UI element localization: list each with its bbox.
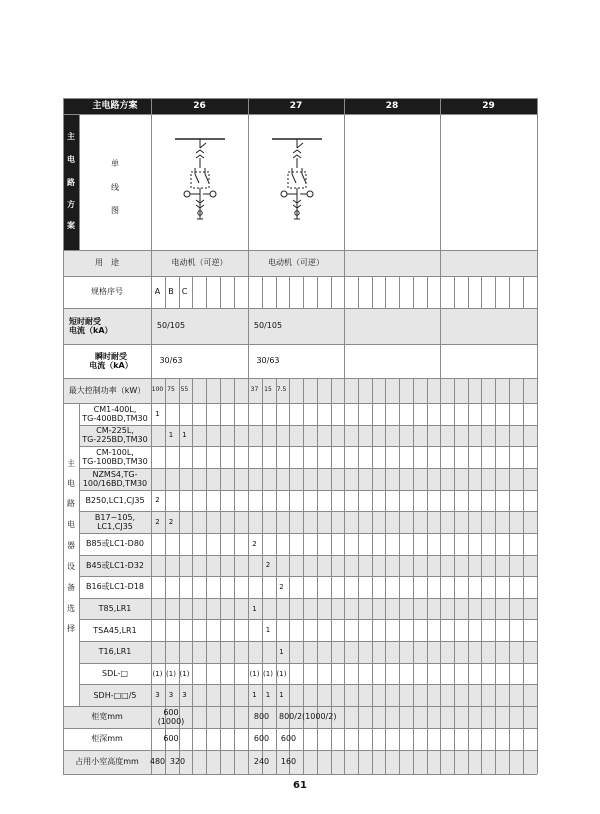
width-27-b: 800/2(1000/2)	[279, 712, 337, 722]
equipment-value: 3	[155, 691, 160, 700]
grid-line	[262, 276, 263, 308]
equipment-value	[275, 425, 288, 447]
grid-line	[63, 774, 537, 775]
usage-27: 电动机（可逆）	[268, 258, 324, 268]
usage-label: 用 途	[95, 258, 119, 268]
equipment-name: T85,LR1	[98, 604, 132, 613]
grid-line	[509, 276, 510, 308]
equipment-value: (1)	[166, 669, 176, 678]
equipment-value	[164, 446, 178, 468]
grid-line	[427, 378, 428, 774]
spec-letter-b: B	[168, 287, 174, 297]
equipment-value	[151, 576, 164, 598]
main-circuit-char-1: 主	[67, 132, 75, 141]
grid-line	[63, 308, 537, 309]
power-27-a: 37	[250, 386, 259, 394]
height-label: 占用小室高度mm	[75, 757, 139, 767]
short-time-26: 50/105	[156, 321, 186, 331]
spec-label: 规格序号	[91, 287, 123, 297]
equipment-value: 1	[279, 691, 284, 700]
power-26-b: 75	[167, 386, 175, 394]
depth-27-a: 600	[253, 734, 270, 744]
height-27-a: 240	[253, 757, 270, 767]
equipment-value	[178, 576, 191, 598]
power-26-a: 100	[151, 386, 164, 394]
grid-line	[317, 276, 318, 308]
equipment-value	[261, 425, 275, 447]
equipment-value: 3	[168, 691, 174, 700]
equipment-name: NZMS4,TG- 100/16BD,TM30	[82, 469, 148, 488]
equipment-value	[261, 598, 275, 620]
equipment-value	[248, 490, 261, 512]
peak-26: 30/63	[159, 356, 183, 366]
equipment-value	[178, 619, 191, 641]
equipment-name: SDH-□□/5	[93, 690, 137, 700]
equipment-value: 1	[252, 604, 257, 613]
equipment-value	[164, 490, 178, 512]
equipment-name: B16或LC1-D18	[85, 582, 145, 592]
equipment-value	[178, 403, 191, 425]
equipment-name: TSA45,LR1	[93, 625, 137, 635]
grid-line	[303, 276, 304, 308]
width-26: 600 (1000)	[157, 707, 185, 726]
scheme-26-header: 26	[193, 100, 206, 111]
equipment-value: 1	[252, 691, 257, 700]
main-circuit-char-3: 路	[67, 178, 75, 187]
equipment-value	[275, 619, 288, 641]
equipment-value	[164, 533, 178, 555]
short-time-label: 短时耐受 电流（kA）	[69, 316, 113, 335]
equipment-char-2: 电	[67, 479, 75, 488]
equipment-value	[164, 468, 178, 490]
power-27-c: 7.5	[276, 386, 287, 394]
equipment-value	[261, 446, 275, 468]
grid-line	[440, 98, 441, 774]
equipment-value	[248, 576, 261, 598]
equipment-value	[275, 555, 288, 577]
single-line-char-2: 线	[111, 183, 119, 192]
equipment-value	[248, 425, 261, 447]
grid-line	[276, 276, 277, 308]
equipment-value: 1	[155, 409, 160, 418]
equipment-char-5: 器	[67, 541, 75, 550]
grid-line	[385, 276, 386, 308]
equipment-name: T16,LR1	[98, 647, 132, 657]
equipment-value	[178, 511, 191, 533]
equipment-value: (1)	[249, 669, 260, 678]
equipment-name: B45或LC1-D32	[85, 560, 145, 570]
equipment-value	[261, 511, 275, 533]
peak-27: 30/63	[256, 356, 280, 366]
peak-label: 瞬时耐受 电流（kA）	[89, 351, 133, 370]
equipment-value	[178, 641, 191, 663]
equipment-value	[164, 598, 178, 620]
grid-line	[481, 378, 482, 774]
equipment-value: (1)	[263, 669, 273, 678]
grid-line	[385, 378, 386, 774]
height-26-a: 480	[149, 757, 166, 767]
equipment-value	[261, 468, 275, 490]
equipment-value	[261, 533, 275, 555]
equipment-value	[248, 446, 261, 468]
equipment-value: (1)	[179, 669, 190, 678]
equipment-value: 2	[155, 496, 160, 505]
height-26-b: 320	[169, 757, 186, 767]
equipment-value: 3	[182, 691, 187, 700]
grid-line	[468, 276, 469, 308]
equipment-value: 2	[265, 561, 271, 570]
equipment-value: 1	[168, 431, 174, 440]
equipment-value: 1	[182, 431, 187, 440]
grid-line	[220, 276, 221, 308]
width-label: 柜宽mm	[91, 712, 123, 722]
equipment-char-8: 选	[67, 604, 75, 613]
grid-line	[495, 276, 496, 308]
depth-26: 600	[163, 734, 179, 744]
scheme-28-header: 28	[385, 100, 399, 111]
equipment-value	[151, 533, 164, 555]
page-number: 61	[293, 780, 307, 791]
scheme-29-header: 29	[482, 100, 495, 111]
grid-line	[399, 378, 400, 774]
equipment-value	[261, 641, 275, 663]
equipment-char-4: 电	[67, 520, 75, 529]
power-label: 最大控制功率（kW）	[68, 385, 146, 395]
scheme-header-label: 主电路方案	[92, 100, 138, 111]
equipment-char-1: 主	[67, 459, 75, 468]
equipment-value	[164, 641, 178, 663]
equipment-name: B250,LC1,CJ35	[85, 495, 145, 505]
equipment-value	[275, 511, 288, 533]
equipment-value	[275, 598, 288, 620]
equipment-value	[261, 403, 275, 425]
main-circuit-char-2: 电	[67, 155, 75, 164]
equipment-value	[248, 641, 261, 663]
equipment-value: 1	[265, 691, 271, 700]
equipment-value	[261, 576, 275, 598]
equipment-value	[178, 533, 191, 555]
grid-line	[413, 276, 414, 308]
usage-26: 电动机（可逆）	[171, 258, 228, 268]
grid-line	[358, 276, 359, 308]
width-27-a: 800	[253, 712, 270, 722]
equipment-value	[248, 619, 261, 641]
grid-line	[206, 276, 207, 308]
equipment-value	[178, 555, 191, 577]
equipment-name: CM-100L, TG-100BD,TM30	[82, 447, 148, 467]
equipment-name: B17~105, LC1,CJ35	[94, 512, 136, 532]
spec-letter-c: C	[181, 287, 188, 297]
grid-line	[523, 276, 524, 308]
equipment-value	[164, 555, 178, 577]
grid-line	[358, 378, 359, 774]
equipment-value: 2	[279, 582, 284, 591]
scheme-27-header: 27	[289, 100, 303, 111]
power-27-b: 15	[264, 386, 272, 394]
grid-line	[234, 378, 235, 774]
equipment-name: CM1-400L, TG-400BD,TM30	[82, 404, 148, 423]
grid-line	[468, 378, 469, 774]
equipment-value	[275, 490, 288, 512]
grid-line	[454, 378, 455, 774]
grid-line	[537, 98, 538, 774]
single-line-char-1: 单	[111, 159, 119, 168]
single-line-char-3: 图	[111, 206, 119, 215]
grid-line	[344, 98, 345, 774]
equipment-char-6: 设	[67, 562, 75, 571]
equipment-value: (1)	[152, 669, 163, 678]
equipment-value	[151, 555, 164, 577]
power-26-c: 55	[180, 386, 189, 394]
equipment-char-7: 备	[67, 583, 75, 592]
single-line-diagram-27	[272, 134, 322, 226]
equipment-char-3: 路	[67, 499, 75, 508]
equipment-value	[178, 468, 191, 490]
equipment-value	[151, 598, 164, 620]
equipment-value: 2	[252, 539, 257, 548]
equipment-value: 1	[279, 647, 284, 656]
equipment-value: 2	[168, 518, 174, 526]
equipment-name: CM-225L, TG-225BD,TM30	[82, 426, 148, 445]
grid-line	[63, 114, 537, 115]
equipment-value	[261, 490, 275, 512]
depth-27-b: 600	[280, 734, 297, 744]
grid-line	[523, 378, 524, 774]
equipment-name: B85或LC1-D80	[85, 539, 145, 549]
grid-line	[413, 378, 414, 774]
equipment-value	[151, 641, 164, 663]
equipment-name: SDL-□	[102, 668, 128, 678]
equipment-value	[151, 446, 164, 468]
grid-line	[399, 276, 400, 308]
equipment-value	[151, 468, 164, 490]
grid-line	[372, 378, 373, 774]
equipment-value	[248, 403, 261, 425]
equipment-value: 2	[155, 518, 160, 526]
equipment-value	[275, 403, 288, 425]
equipment-value	[151, 619, 164, 641]
grid-line	[206, 378, 207, 774]
equipment-value	[151, 425, 164, 447]
equipment-value: 1	[265, 626, 271, 635]
equipment-value	[178, 490, 191, 512]
grid-line	[495, 378, 496, 774]
grid-line	[192, 276, 193, 308]
equipment-value	[248, 468, 261, 490]
equipment-value	[164, 576, 178, 598]
equipment-value	[164, 403, 178, 425]
equipment-value	[248, 511, 261, 533]
short-time-27: 50/105	[253, 321, 283, 331]
equipment-value	[164, 619, 178, 641]
grid-line	[192, 378, 193, 774]
main-circuit-char-4: 方	[67, 200, 75, 209]
equipment-value	[178, 598, 191, 620]
short-time-row-bg	[63, 308, 537, 344]
equipment-value	[275, 533, 288, 555]
grid-line	[234, 276, 235, 308]
grid-line	[454, 276, 455, 308]
grid-line	[220, 378, 221, 774]
single-line-diagram-26	[175, 134, 225, 226]
height-27-b: 160	[280, 757, 297, 767]
equipment-value	[248, 555, 261, 577]
equipment-value	[275, 446, 288, 468]
equipment-char-9: 择	[67, 624, 75, 633]
spec-letter-a: A	[154, 287, 161, 297]
equipment-value: (1)	[276, 669, 287, 678]
depth-label: 柜深mm	[91, 734, 123, 744]
grid-line	[481, 276, 482, 308]
grid-line	[509, 378, 510, 774]
equipment-value	[178, 446, 191, 468]
equipment-value	[275, 468, 288, 490]
grid-line	[331, 276, 332, 308]
grid-line	[372, 276, 373, 308]
main-circuit-char-5: 案	[67, 221, 75, 230]
grid-line	[289, 276, 290, 308]
grid-line	[427, 276, 428, 308]
